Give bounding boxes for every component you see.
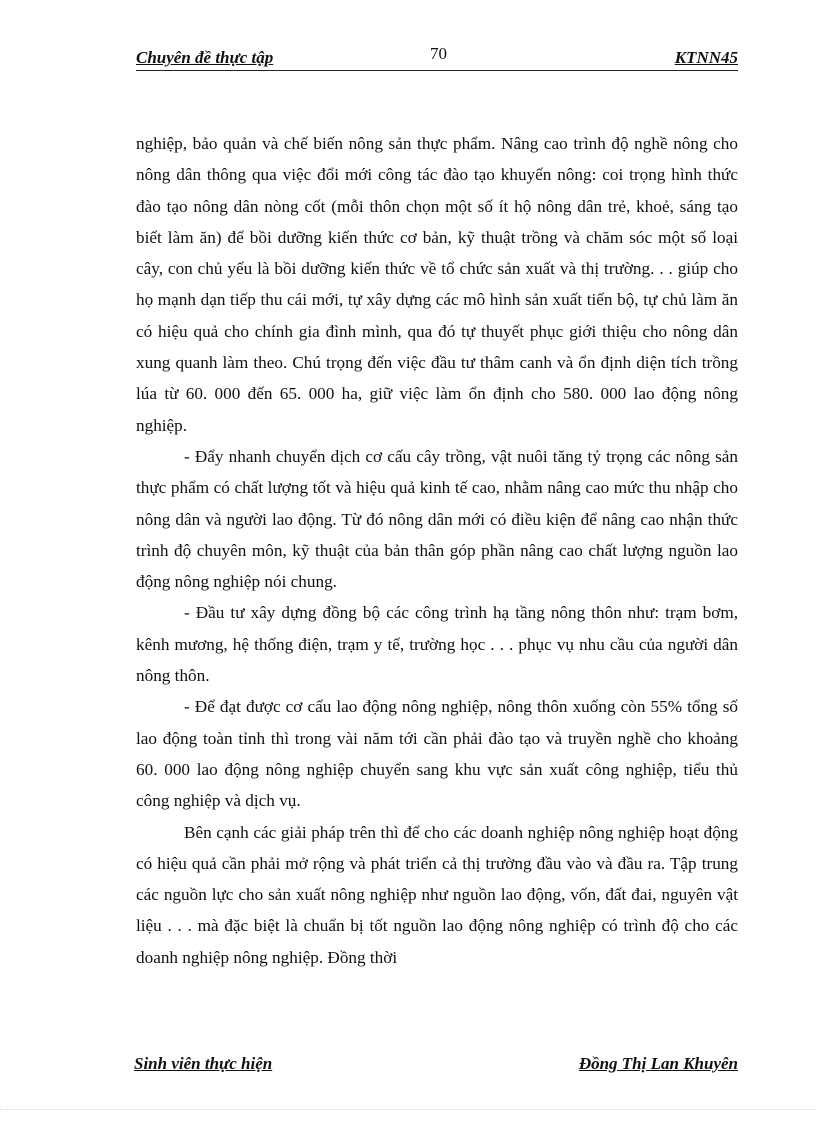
paragraph-continuation: nghiệp, bảo quản và chế biến nông sản thực phẩm. Nâng cao trình độ nghề nông cho nông dân thông qua việc đổi mới công tác đào tạo khuyến nông: coi trọng hình thức đào tạo nông dân nòng cốt (mỗi thôn chọn một số ít hộ nông dân trẻ, khoẻ, sáng tạo biết làm ăn) để bồi dưỡng kiến thức cơ bản, kỹ thuật trồng và chăm sóc một số loại cây, con chủ yếu là bồi dưỡng kiến thức về tổ chức sản xuất và thị trường. . . giúp cho họ mạnh dạn tiếp thu cái mới, tự xây dựng các mô hình sản xuất tiến bộ, tự chủ làm ăn có hiệu quả cho chính gia đình mình, qua đó tự thuyết phục giới thiệu cho nông dân xung quanh làm theo. Chú trọng đến việc đầu tư thâm canh và ổn định diện tích trồng lúa từ 60. 000 đến 65. 000 ha, giữ việc làm ổn định cho 580. 000 lao động nông nghiệp.	[136, 134, 738, 435]
class-code: KTNN45	[674, 48, 738, 67]
paragraph-enterprise-solutions: Bên cạnh các giải pháp trên thì để cho các doanh nghiệp nông nghiệp hoạt động có hiệu quả cần phải mở rộng và phát triển cả thị trường đầu vào và đầu ra. Tập trung các nguồn lực cho sản xuất nông nghiệp như nguồn lao động, vốn, đất đai, nguyên vật liệu . . . mà đặc biệt là chuẩn bị tốt nguồn lao động nông nghiệp có trình độ cho các doanh nghiệp nông nghiệp. Đồng thời	[136, 822, 738, 967]
paragraph-crop-restructuring: - Đẩy nhanh chuyển dịch cơ cấu cây trồng, vật nuôi tăng tỷ trọng các nông sản thực phẩm có chất lượng tốt và hiệu quả kinh tế cao, nhằm nâng cao mức thu nhập cho nông dân và người lao động. Từ đó nông dân mới có điều kiện để nâng cao nhận thức trình độ chuyên môn, kỹ thuật của bản thân góp phần nâng cao chất lượng nguồn lao động nông nghiệp nói chung.	[136, 446, 738, 592]
report-title: Chuyên đề thực tập	[136, 48, 274, 67]
document-body	[136, 128, 738, 973]
page-number: 70	[430, 44, 447, 63]
page-boundary	[0, 1109, 816, 1110]
student-label: Sinh viên thực hiện	[134, 1054, 273, 1073]
paragraph-infrastructure: - Đầu tư xây dựng đồng bộ các công trình hạ tầng nông thôn như: trạm bơm, kênh mương, hệ thống điện, trạm y tế, trường học . . . phục vụ nhu cầu của người dân nông thôn.	[136, 603, 738, 686]
page-footer	[134, 1052, 738, 1076]
page-header	[136, 44, 738, 71]
student-name: Đồng Thị Lan Khuyên	[578, 1054, 738, 1073]
paragraph-labor-structure: - Để đạt được cơ cấu lao động nông nghiệp, nông thôn xuống còn 55% tổng số lao động toàn tỉnh thì trong vài năm tới cần phải đào tạo và truyền nghề cho khoảng 60. 000 lao động nông nghiệp chuyển sang khu vực sản xuất công nghiệp, tiểu thủ công nghiệp và dịch vụ.	[136, 697, 738, 811]
